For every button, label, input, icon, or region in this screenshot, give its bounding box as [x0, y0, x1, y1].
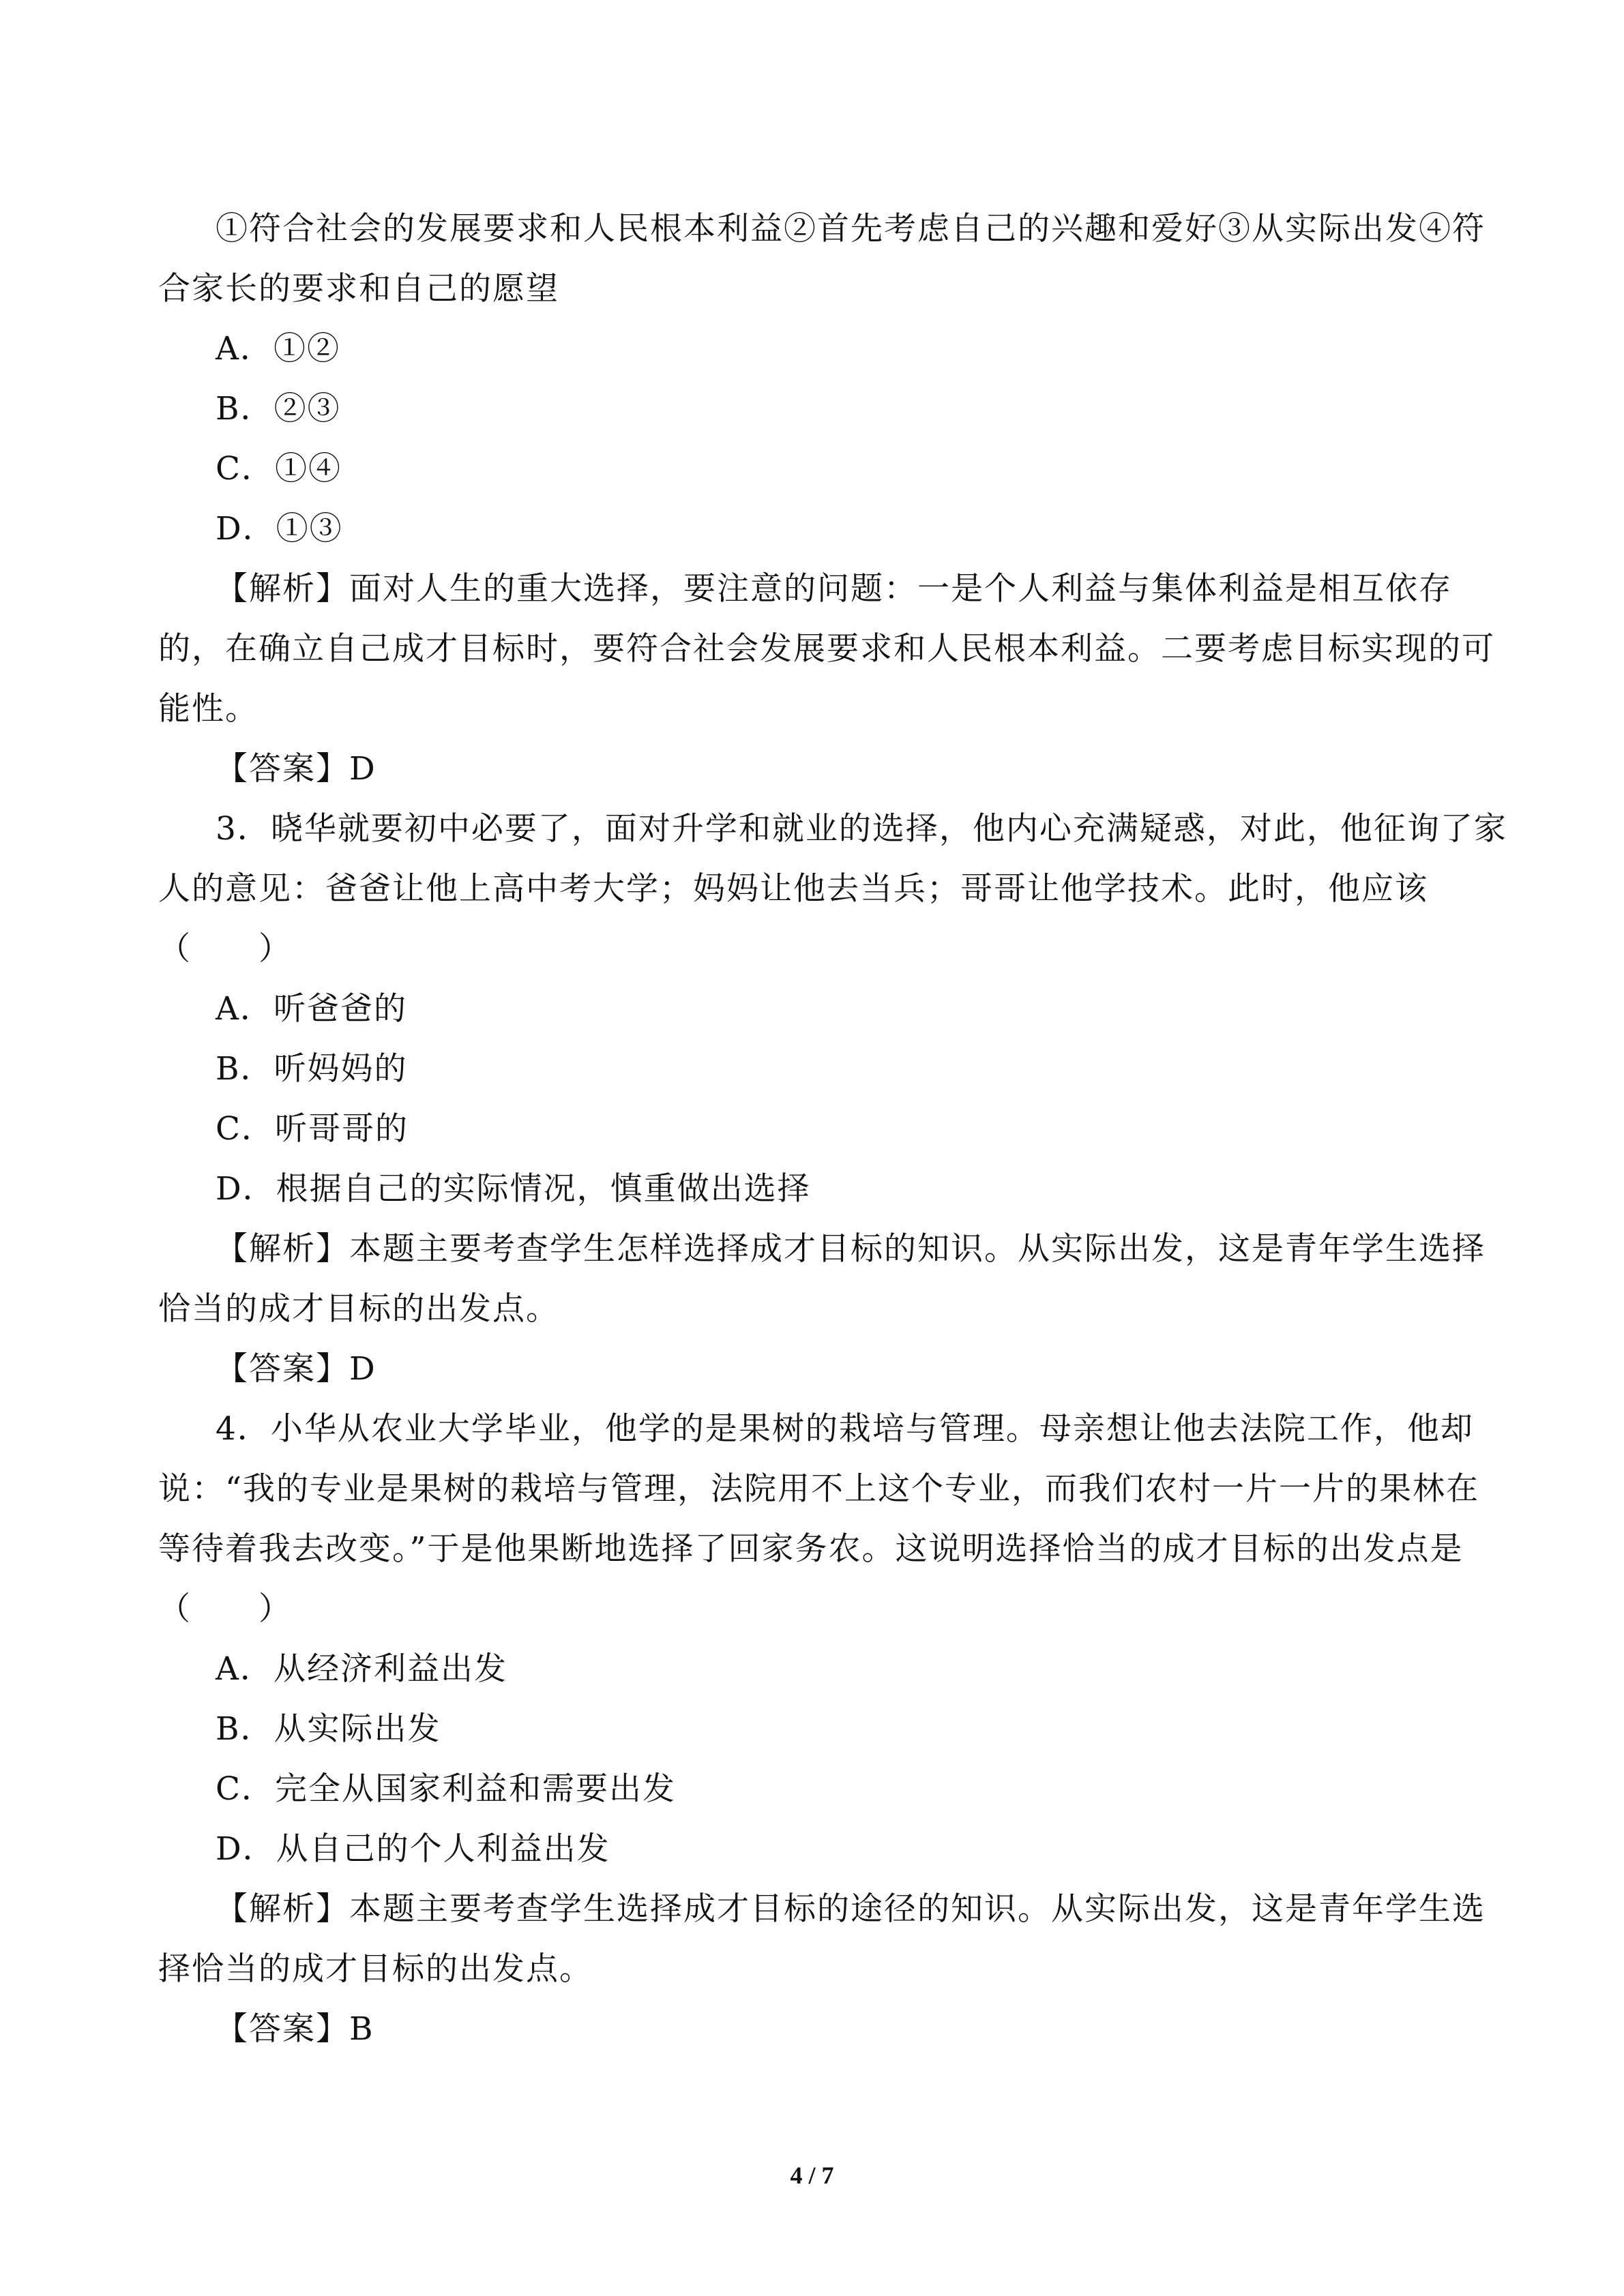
- question-4-option-d: D．从自己的个人利益出发: [216, 1830, 610, 1868]
- question-4-answer: 【答案】B: [216, 2010, 374, 2048]
- question-4-stem-cont: 等待着我去改变。”于是他果断地选择了回家务农。这说明选择恰当的成才目标的出发点是: [158, 1530, 1464, 1568]
- question-3-stem: 3．晓华就要初中必要了，面对升学和就业的选择，他内心充满疑惑，对此，他征询了家: [216, 810, 1507, 848]
- question-2-options-text: ①符合社会的发展要求和人民根本利益②首先考虑自己的兴趣和爱好③从实际出发④符: [216, 210, 1486, 248]
- question-3-option-a: A．听爸爸的: [216, 990, 407, 1028]
- question-3-analysis-cont: 恰当的成才目标的出发点。: [158, 1290, 559, 1328]
- question-4-analysis-cont: 择恰当的成才目标的出发点。: [158, 1950, 593, 1988]
- question-2-answer: 【答案】D: [216, 750, 377, 788]
- question-4-stem-cont: 说：“我的专业是果树的栽培与管理，法院用不上这个专业，而我们农村一片一片的果林在: [158, 1470, 1480, 1508]
- question-3-blank: （ ）: [158, 930, 292, 968]
- question-2-option-a: A．①②: [216, 330, 340, 368]
- question-2-option-d: D．①③: [216, 510, 343, 548]
- question-4-option-a: A．从经济利益出发: [216, 1650, 507, 1688]
- question-3-answer: 【答案】D: [216, 1350, 377, 1388]
- question-4-stem: 4．小华从农业大学毕业，他学的是果树的栽培与管理。母亲想让他去法院工作，他却: [216, 1410, 1474, 1448]
- question-3-option-b: B．听妈妈的: [216, 1050, 408, 1088]
- question-2-analysis-cont: 能性。: [158, 690, 259, 728]
- question-2-analysis: 【解析】面对人生的重大选择，要注意的问题：一是个人利益与集体利益是相互依存: [216, 570, 1452, 608]
- question-3-option-d: D．根据自己的实际情况，慎重做出选择: [216, 1170, 811, 1208]
- question-3-analysis: 【解析】本题主要考查学生怎样选择成才目标的知识。从实际出发，这是青年学生选择: [216, 1230, 1486, 1268]
- question-4-option-b: B．从实际出发: [216, 1710, 441, 1748]
- question-3-stem-cont: 人的意见：爸爸让他上高中考大学；妈妈让他去当兵；哥哥让他学技术。此时，他应该: [158, 870, 1428, 908]
- question-3-option-c: C．听哥哥的: [216, 1110, 409, 1148]
- question-2-analysis-cont: 的，在确立自己成才目标时，要符合社会发展要求和人民根本利益。二要考虑目标实现的可: [158, 630, 1495, 668]
- question-4-analysis: 【解析】本题主要考查学生选择成才目标的途径的知识。从实际出发，这是青年学生选: [216, 1890, 1486, 1928]
- question-2-option-b: B．②③: [216, 390, 341, 428]
- document-body: [158, 199, 1507, 2059]
- question-4-blank: （ ）: [158, 1590, 292, 1628]
- question-2-options-text-cont: 合家长的要求和自己的愿望: [158, 270, 559, 308]
- page-number: 4 / 7: [790, 2162, 834, 2189]
- question-2-option-c: C．①④: [216, 450, 342, 488]
- question-4-option-c: C．完全从国家利益和需要出发: [216, 1770, 676, 1808]
